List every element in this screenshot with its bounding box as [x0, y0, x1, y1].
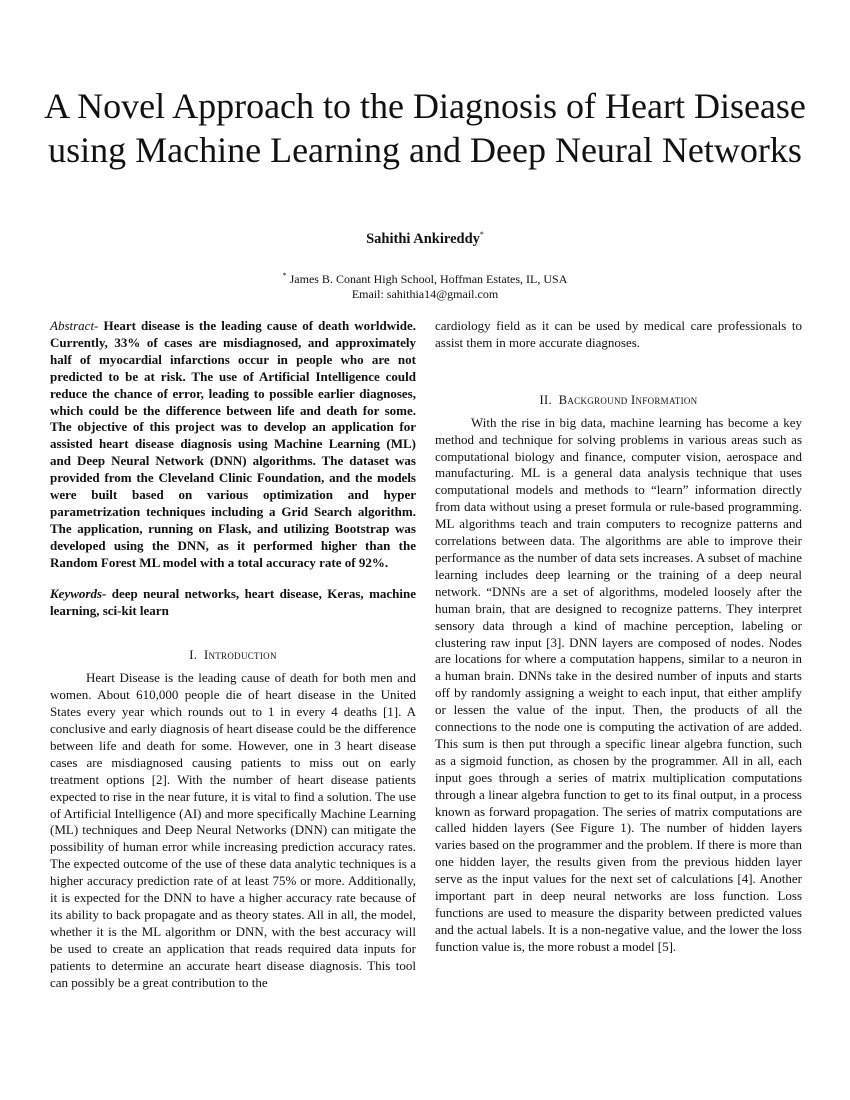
section-title: Background Information [558, 392, 698, 407]
introduction-body: Heart Disease is the leading cause of death for both men and women. About 610,000 people die of heart disease in the United States every year which rounds out to 1 in every 4 deaths [1]. A conclusive and early diagnosis of heart disease could be the difference between life and death for some. However, one in 3 heart disease cases are misdiagnosed causing patients to miss out on early treatment options [2]. With the number of heart disease patients expected to rise in the near future, it is vital to find a solution. The use of Artificial Intelligence (AI) and more specifically Machine Learning (ML) techniques and Deep Neural Networks (DNN) can mitigate the possibility of human error while increasing prediction accuracy rates. The expected outcome of the use of these data analytic techniques is a higher accuracy prediction rate of at least 75% or more. Additionally, it is expected for the DNN to have a higher accuracy rate because of its ability to back propagate and as theory states. All in all, the model, whether it is the ML algorithm or DNN, with the best accuracy will be used to create an application that reads required data inputs for patients to determine an accurate heart disease diagnosis. This tool can possibly be a great contribution to the [50, 670, 416, 990]
author-name: Sahithi Ankireddy [366, 230, 480, 247]
section-heading-introduction [50, 647, 416, 664]
section-numeral: I. [189, 648, 198, 663]
left-column [50, 318, 416, 992]
affiliation-block [0, 268, 850, 302]
keywords [50, 586, 416, 620]
affiliation-institution: James B. Conant High School, Hoffman Estates, IL, USA [289, 272, 568, 286]
author-line [0, 230, 850, 248]
keywords-text: deep neural networks, heart disease, Keras, machine learning, sci-kit learn [50, 585, 417, 618]
abstract-label: Abstract- [50, 318, 99, 333]
affiliation-mark: * [282, 271, 287, 280]
keywords-label: Keywords- [50, 585, 107, 601]
section-numeral: II. [539, 392, 552, 407]
author-email: Email: sahithia14@gmail.com [351, 287, 499, 301]
abstract [50, 318, 416, 572]
section-heading-background [435, 392, 802, 409]
section-title: Introduction [203, 648, 277, 663]
right-column [435, 318, 802, 956]
paper-title: A Novel Approach to the Diagnosis of Heart Disease using Machine Learning and Deep Neural Networks [44, 86, 806, 170]
author-mark: * [479, 230, 484, 239]
abstract-text: Heart disease is the leading cause of death worldwide. Currently, 33% of cases are misdiagnosed, and approximately half of myocardial infarctions occur in people who are not predicted to be at risk. The use of Artificial Intelligence could reduce the chance of error, leading to possible earlier diagnoses, which could be the difference between life and death for some. The objective of this project was to develop an application for assisted heart disease diagnosis using Machine Learning (ML) and Deep Neural Network (DNN) algorithms. The dataset was provided from the Cleveland Clinic Foundation, and the models were built based on various optimization and hyper parametrization techniques including a Grid Search algorithm. The application, running on Flask, and utilizing Bootstrap was developed using the DNN, as it performed higher than the Random Forest ML model with a total accuracy rate of 92%. [50, 318, 416, 570]
background-body: With the rise in big data, machine learning has become a key method and technique for solving problems in various areas such as computational biology and finance, computer vision, aerospace and manufacturing. ML is a general data analysis technique that uses computational models and methods to “learn” information directly from data without using a preset formula or rule-based programming. ML algorithms teach and train computers to recognize patterns and correlations between data. The algorithms are able to improve their performance as the number of data sets increases. A subset of machine learning includes deep learning or the training of a deep neural network. “DNNs are a set of algorithms, modeled loosely after the human brain, that are designed to recognize patterns. They interpret sensory data through a kind of machine perception, labeling or clustering raw input [3]. DNN layers are composed of nodes. Nodes are locations for where a computation happens, similar to a neuron in a human brain. DNNs take in the desired number of inputs and starts off by randomly assigning a weight to each input, that either amplify or lessen the value of the input. Then, the products of all the connections to the node one is computing the activation of are added. This sum is then put through a specific linear algebra function, such as a sigmoid function, as chosen by the programmer. All in all, each input goes through a series of matrix multiplication computations through a linear algebra function to get to its final output, in a process known as forward propagation. The series of matrix computations are called hidden layers (See Figure 1). The number of hidden layers varies based on the programmer and the problem. If there is more than one hidden layer, the results given from the previous hidden layer serve as the input values for the next set of calculations [4]. Another important part in deep neural networks are loss function. Loss functions are used to measure the disparity between predicted values and the actual labels. It is a non-negative value, and the lower the loss function value is, the more robust a model [5]. [435, 414, 802, 954]
introduction-continuation: cardiology field as it can be used by medical care professionals to assist them in more accurate diagnoses. [435, 318, 802, 350]
affiliation-line [0, 268, 850, 287]
